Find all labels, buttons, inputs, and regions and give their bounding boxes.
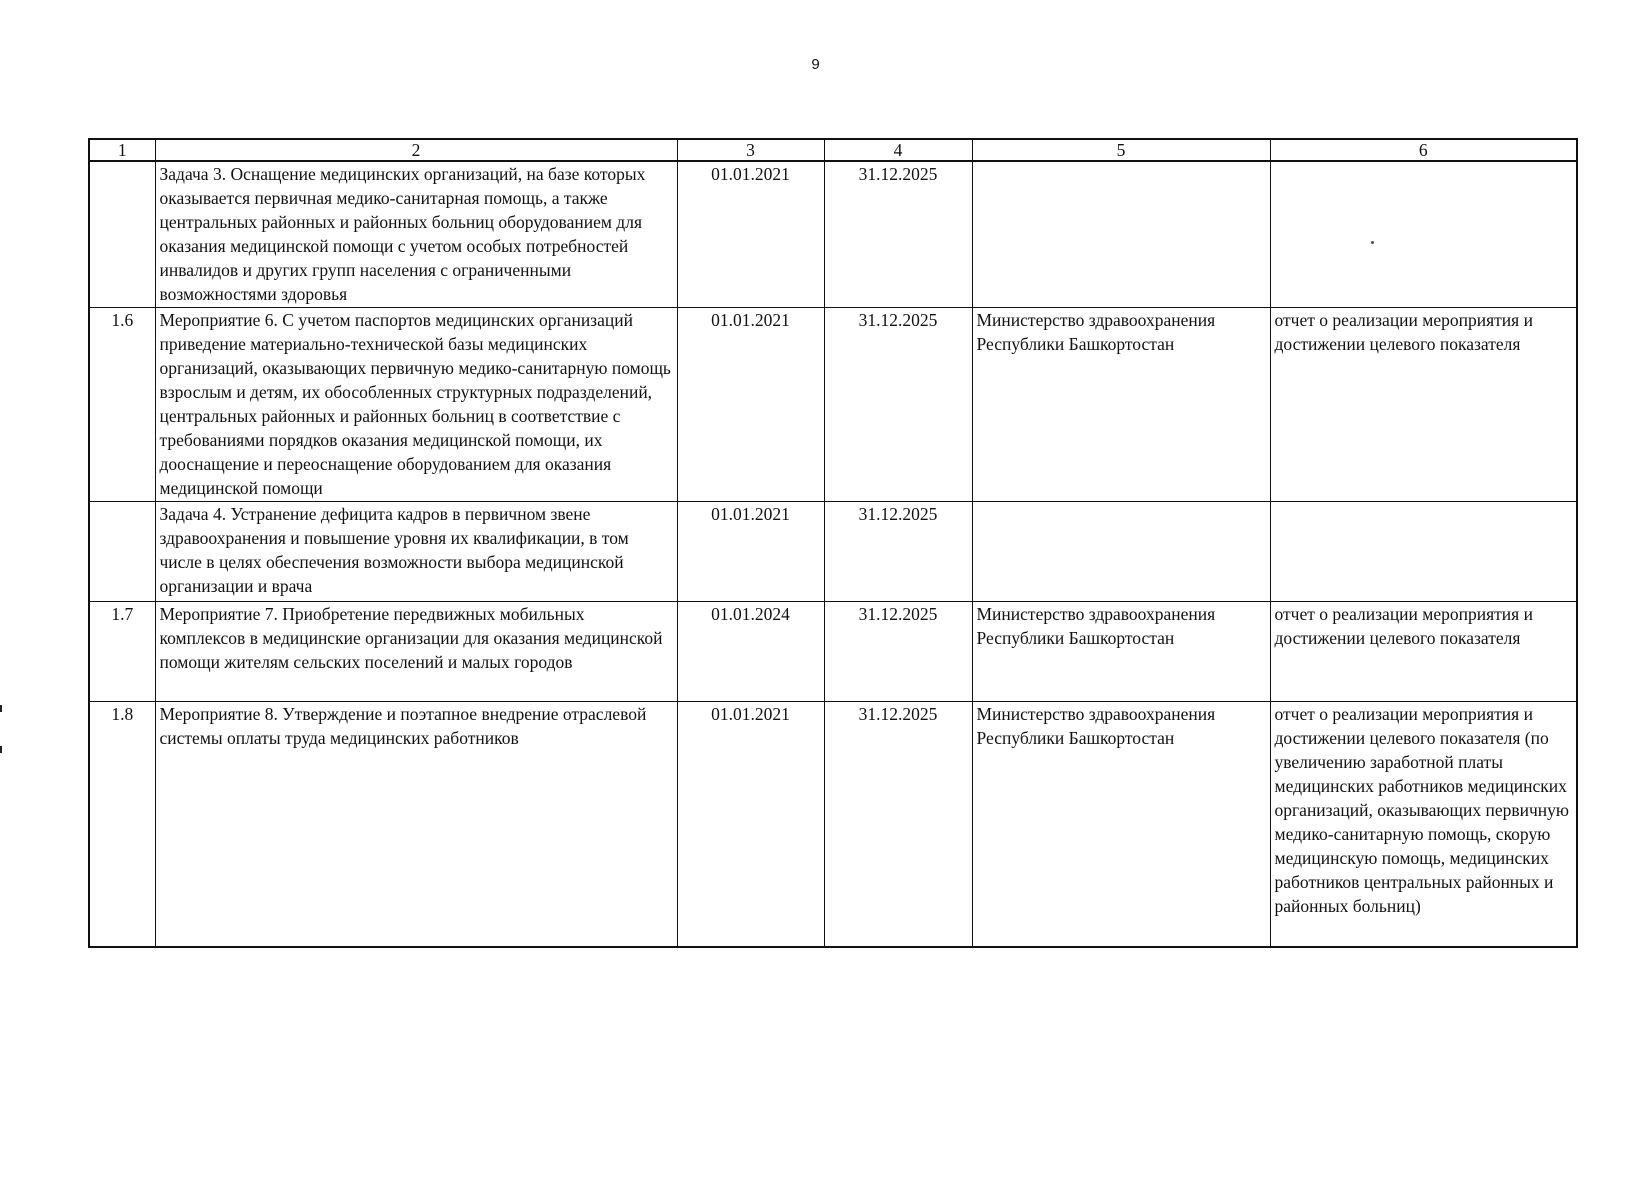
row-end-date: 31.12.2025: [824, 307, 972, 501]
header-cell: 1: [89, 139, 155, 161]
table-row: [89, 161, 1577, 307]
row-end-date: 31.12.2025: [824, 501, 972, 601]
row-result: отчет о реализации мероприятия и достижении целевого показателя: [1270, 307, 1577, 501]
row-number: [89, 501, 155, 601]
header-cell: 2: [155, 139, 677, 161]
row-number: [89, 161, 155, 307]
row-description: Задача 4. Устранение дефицита кадров в первичном звене здравоохранения и повышение уровня их квалификации, в том числе в целях обеспечения возможности выбора медицинской организации и врача: [155, 501, 677, 601]
row-result: [1270, 161, 1577, 307]
row-result: отчет о реализации мероприятия и достижении целевого показателя: [1270, 601, 1577, 701]
row-number: 1.6: [89, 307, 155, 501]
table-row: [89, 307, 1577, 501]
row-start-date: 01.01.2021: [677, 701, 824, 947]
row-start-date: 01.01.2021: [677, 501, 824, 601]
header-cell: 5: [972, 139, 1270, 161]
row-result: [1270, 501, 1577, 601]
measures-table: [88, 138, 1578, 948]
row-responsible: Министерство здравоохранения Республики Башкортостан: [972, 307, 1270, 501]
row-start-date: 01.01.2021: [677, 307, 824, 501]
row-responsible: Министерство здравоохранения Республики Башкортостан: [972, 701, 1270, 947]
header-cell: 4: [824, 139, 972, 161]
row-responsible: [972, 161, 1270, 307]
header-cell: 3: [677, 139, 824, 161]
row-description: Мероприятие 8. Утверждение и поэтапное внедрение отраслевой системы оплаты труда медицинских работников: [155, 701, 677, 947]
header-row: [89, 139, 1577, 161]
row-number: 1.8: [89, 701, 155, 947]
row-description: Задача 3. Оснащение медицинских организаций, на базе которых оказывается первичная медико-санитарная помощь, а также центральных районных и районных больниц оборудованием для оказания медицинской помощи с учетом особых потребностей инвалидов и других групп населения с ограниченными возможностями здоровья: [155, 161, 677, 307]
scan-edge-mark: [0, 705, 2, 712]
row-number: 1.7: [89, 601, 155, 701]
row-result: отчет о реализации мероприятия и достижении целевого показателя (по увеличению заработной платы медицинских работников медицинских организаций, оказывающих первичную медико-санитарную помощь, скорую медицинскую помощь, медицинских работников центральных районных и районных больниц): [1270, 701, 1577, 947]
row-end-date: 31.12.2025: [824, 601, 972, 701]
page-number: 9: [811, 56, 820, 73]
row-description: Мероприятие 7. Приобретение передвижных мобильных комплексов в медицинские организации для оказания медицинской помощи жителям сельских поселений и малых городов: [155, 601, 677, 701]
table-row: [89, 601, 1577, 701]
row-end-date: 31.12.2025: [824, 161, 972, 307]
header-cell: 6: [1270, 139, 1577, 161]
row-responsible: Министерство здравоохранения Республики Башкортостан: [972, 601, 1270, 701]
table-row: [89, 501, 1577, 601]
row-start-date: 01.01.2021: [677, 161, 824, 307]
row-description: Мероприятие 6. С учетом паспортов медицинских организаций приведение материально-технической базы медицинских организаций, оказывающих первичную медико-санитарную помощь взрослым и детям, их обособленных структурных подразделений, центральных районных и районных больниц в соответствие с требованиями порядков оказания медицинской помощи, их дооснащение и переоснащение оборудованием для оказания медицинской помощи: [155, 307, 677, 501]
table-row: [89, 701, 1577, 947]
row-responsible: [972, 501, 1270, 601]
row-end-date: 31.12.2025: [824, 701, 972, 947]
scan-edge-mark: [0, 746, 2, 753]
scan-speck: [1371, 241, 1374, 244]
row-start-date: 01.01.2024: [677, 601, 824, 701]
